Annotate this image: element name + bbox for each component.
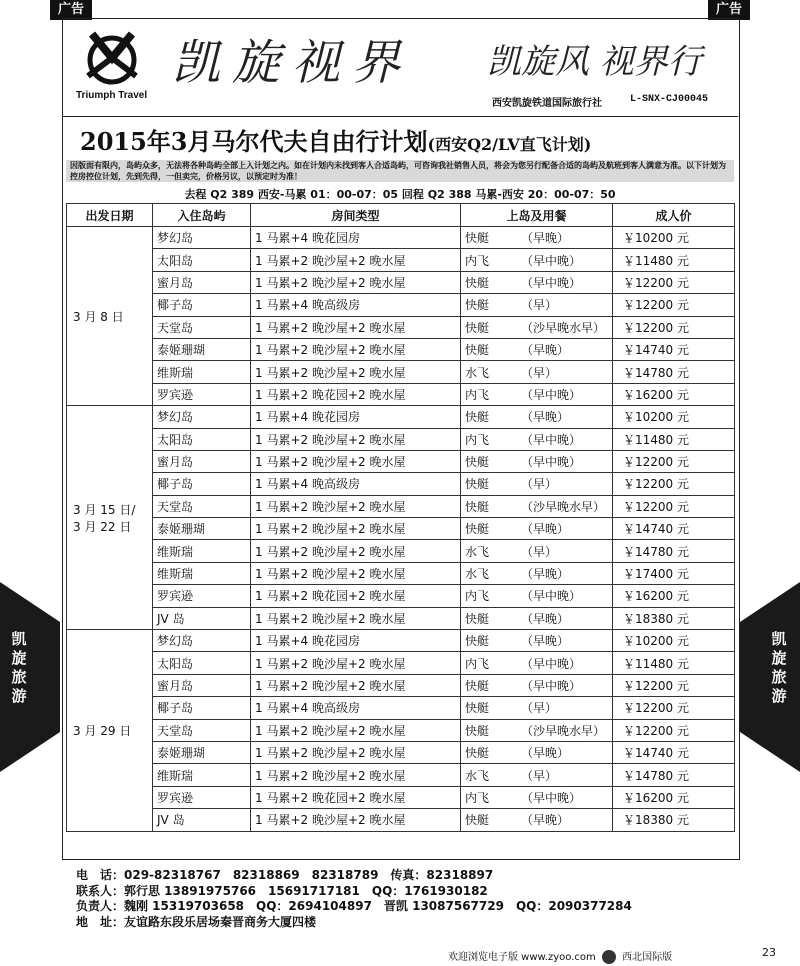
- transfer-mode: 快艇: [465, 813, 490, 828]
- transfer-meal: [461, 361, 613, 383]
- island-name: 罗宾逊: [153, 585, 251, 607]
- transfer-meal: [461, 495, 613, 517]
- room-type: 1 马累+2 晚沙屋+2 晚水屋: [251, 361, 461, 383]
- table-row: [67, 294, 735, 316]
- adult-price: ￥16200 元: [613, 786, 735, 808]
- transfer-mode: 快艇: [465, 231, 490, 246]
- transfer-meal: [461, 630, 613, 652]
- island-name: 梦幻岛: [153, 227, 251, 249]
- brand-calligraphy: 凯旋视界: [172, 35, 413, 91]
- transfer-mode: 内飞: [465, 432, 490, 447]
- table-row: [67, 450, 735, 472]
- contact-manager: 负责人：魏刚 15319703658 QQ：2694104897 晋凯 13087567729 QQ：2090377284: [76, 899, 632, 913]
- contact-address: 地 址：友谊路东段乐居场秦晋商务大厦四楼: [76, 914, 317, 929]
- transfer-meal: [461, 674, 613, 696]
- adult-price: ￥17400 元: [613, 562, 735, 584]
- meal-plan: （早）: [521, 768, 558, 783]
- transfer-mode: 快艇: [465, 477, 490, 492]
- transfer-meal: [461, 607, 613, 629]
- meal-plan: （早晚）: [521, 343, 570, 358]
- footer-logo-icon: [602, 950, 616, 964]
- island-name: 太阳岛: [153, 428, 251, 450]
- adult-price: ￥14740 元: [613, 338, 735, 360]
- transfer-mode: 快艇: [465, 611, 490, 626]
- transfer-meal: [461, 406, 613, 428]
- meal-plan: （早中晚）: [521, 656, 582, 671]
- transfer-meal: [461, 697, 613, 719]
- meal-plan: （早中晚）: [521, 790, 582, 805]
- adult-price: ￥18380 元: [613, 607, 735, 629]
- meal-plan: （早晚）: [521, 813, 570, 828]
- island-name: 梦幻岛: [153, 630, 251, 652]
- meal-plan: （早晚）: [521, 634, 570, 649]
- room-type: 1 马累+2 晚花园+2 晚水屋: [251, 585, 461, 607]
- room-type: 1 马累+2 晚沙屋+2 晚水屋: [251, 674, 461, 696]
- transfer-mode: 内飞: [465, 387, 490, 402]
- meal-plan: （早中晚）: [521, 387, 582, 402]
- room-type: 1 马累+2 晚沙屋+2 晚水屋: [251, 495, 461, 517]
- transfer-meal: [461, 585, 613, 607]
- transfer-mode: 内飞: [465, 790, 490, 805]
- meal-plan: （早中晚）: [521, 275, 582, 290]
- island-name: 维斯瑞: [153, 361, 251, 383]
- transfer-meal: [461, 383, 613, 405]
- room-type: 1 马累+2 晚沙屋+2 晚水屋: [251, 607, 461, 629]
- departure-date: 3 月 8 日: [67, 227, 153, 406]
- adult-price: ￥12200 元: [613, 316, 735, 338]
- table-row: [67, 316, 735, 338]
- room-type: 1 马累+2 晚沙屋+2 晚水屋: [251, 249, 461, 271]
- adult-price: ￥11480 元: [613, 428, 735, 450]
- meal-plan: （早中晚）: [521, 455, 582, 470]
- itinerary-table: [66, 203, 735, 832]
- transfer-meal: [461, 719, 613, 741]
- meal-plan: （早晚）: [521, 567, 570, 582]
- transfer-mode: 快艇: [465, 746, 490, 761]
- footer-text: 欢迎浏览电子版 www.zyoo.com: [448, 952, 596, 963]
- title-main: 2015年3月马尔代夫自由行计划: [80, 127, 428, 156]
- transfer-mode: 快艇: [465, 320, 490, 335]
- transfer-meal: [461, 652, 613, 674]
- island-name: 天堂岛: [153, 719, 251, 741]
- adult-price: ￥12200 元: [613, 674, 735, 696]
- adult-price: ￥18380 元: [613, 809, 735, 831]
- island-name: 太阳岛: [153, 652, 251, 674]
- room-type: 1 马累+2 晚沙屋+2 晚水屋: [251, 338, 461, 360]
- adult-price: ￥16200 元: [613, 585, 735, 607]
- table-row: [67, 406, 735, 428]
- transfer-mode: 快艇: [465, 298, 490, 313]
- table-row: [67, 697, 735, 719]
- triumph-logo-icon: [82, 30, 142, 86]
- transfer-meal: [461, 764, 613, 786]
- transfer-mode: 快艇: [465, 410, 490, 425]
- meal-plan: （早）: [521, 701, 558, 716]
- room-type: 1 马累+4 晚高级房: [251, 473, 461, 495]
- meal-plan: （早中晚）: [521, 679, 582, 693]
- transfer-meal: [461, 518, 613, 540]
- transfer-mode: 快艇: [465, 455, 490, 470]
- room-type: 1 马累+2 晚沙屋+2 晚水屋: [251, 809, 461, 831]
- flight-info: 去程 Q2 389 西安-马累 01：00-07：05 回程 Q2 388 马累-西安 20：00-07：50: [184, 188, 616, 201]
- room-type: 1 马累+2 晚沙屋+2 晚水屋: [251, 450, 461, 472]
- meal-plan: （早晚）: [521, 231, 570, 246]
- transfer-meal: [461, 227, 613, 249]
- transfer-mode: 内飞: [465, 589, 490, 604]
- room-type: 1 马累+4 晚高级房: [251, 697, 461, 719]
- island-name: 椰子岛: [153, 294, 251, 316]
- table-row: [67, 428, 735, 450]
- room-type: 1 马累+4 晚花园房: [251, 406, 461, 428]
- table-row: [67, 652, 735, 674]
- table-row: [67, 338, 735, 360]
- island-name: JV 岛: [153, 809, 251, 831]
- table-row: [67, 719, 735, 741]
- page-number: 23: [762, 946, 776, 959]
- island-name: 天堂岛: [153, 316, 251, 338]
- room-type: 1 马累+2 晚沙屋+2 晚水屋: [251, 540, 461, 562]
- departure-date: 3 月 15 日/ 3 月 22 日: [67, 406, 153, 630]
- transfer-mode: 快艇: [465, 343, 490, 358]
- island-name: 维斯瑞: [153, 540, 251, 562]
- transfer-mode: 快艇: [465, 701, 490, 716]
- table-row: [67, 607, 735, 629]
- meal-plan: （沙早晚水早）: [521, 723, 606, 738]
- table-body: [67, 227, 735, 832]
- transfer-meal: [461, 249, 613, 271]
- adult-price: ￥16200 元: [613, 383, 735, 405]
- transfer-mode: 快艇: [465, 679, 490, 693]
- room-type: 1 马累+2 晚沙屋+2 晚水屋: [251, 719, 461, 741]
- adult-price: ￥10200 元: [613, 227, 735, 249]
- page-title: [80, 122, 591, 157]
- transfer-meal: [461, 338, 613, 360]
- transfer-meal: [461, 271, 613, 293]
- adult-price: ￥12200 元: [613, 495, 735, 517]
- transfer-mode: 内飞: [465, 656, 490, 671]
- meal-plan: （早晚）: [521, 522, 570, 537]
- table-row: [67, 585, 735, 607]
- adult-price: ￥10200 元: [613, 406, 735, 428]
- adult-price: ￥12200 元: [613, 294, 735, 316]
- room-type: 1 马累+4 晚高级房: [251, 294, 461, 316]
- room-type: 1 马累+2 晚沙屋+2 晚水屋: [251, 518, 461, 540]
- header-island: 入住岛屿: [153, 204, 251, 227]
- transfer-mode: 快艇: [465, 499, 490, 514]
- table-row: [67, 764, 735, 786]
- island-name: 泰姬珊瑚: [153, 741, 251, 763]
- table-row: [67, 361, 735, 383]
- room-type: 1 马累+2 晚沙屋+2 晚水屋: [251, 652, 461, 674]
- transfer-meal: [461, 473, 613, 495]
- transfer-mode: 快艇: [465, 634, 490, 649]
- transfer-meal: [461, 316, 613, 338]
- transfer-mode: 水飞: [465, 365, 490, 380]
- table-row: [67, 271, 735, 293]
- header-transfer-meal: 上岛及用餐: [461, 204, 613, 227]
- room-type: 1 马累+2 晚沙屋+2 晚水屋: [251, 428, 461, 450]
- transfer-meal: [461, 294, 613, 316]
- contact-person: 联系人：郭行思 13891975766 15691717181 QQ：1761930182: [76, 883, 488, 898]
- transfer-mode: 水飞: [465, 567, 490, 582]
- adult-price: ￥11480 元: [613, 652, 735, 674]
- island-name: 天堂岛: [153, 495, 251, 517]
- header-date: 出发日期: [67, 204, 153, 227]
- departure-date: 3 月 29 日: [67, 630, 153, 832]
- table-row: [67, 786, 735, 808]
- meal-plan: （早）: [521, 298, 558, 313]
- ad-label-left: 广告: [50, 0, 92, 20]
- brand-slogan: 凯旋风 视界行: [487, 42, 702, 82]
- license-number: L-SNX-CJ00045: [630, 94, 709, 105]
- meal-plan: （早晚）: [521, 611, 570, 626]
- transfer-meal: [461, 786, 613, 808]
- adult-price: ￥14780 元: [613, 540, 735, 562]
- agency-name: 西安凯旋铁道国际旅行社: [492, 98, 602, 109]
- transfer-mode: 快艇: [465, 275, 490, 290]
- adult-price: ￥11480 元: [613, 249, 735, 271]
- island-name: 蜜月岛: [153, 674, 251, 696]
- contact-block: [76, 868, 632, 930]
- header-room: 房间类型: [251, 204, 461, 227]
- island-name: 泰姬珊瑚: [153, 338, 251, 360]
- table-row: [67, 809, 735, 831]
- adult-price: ￥12200 元: [613, 719, 735, 741]
- transfer-meal: [461, 809, 613, 831]
- adult-price: ￥14780 元: [613, 361, 735, 383]
- island-name: 太阳岛: [153, 249, 251, 271]
- island-name: 梦幻岛: [153, 406, 251, 428]
- transfer-meal: [461, 428, 613, 450]
- meal-plan: （沙早晚水早）: [521, 499, 606, 514]
- meal-plan: （早）: [521, 544, 558, 559]
- table-row: [67, 562, 735, 584]
- adult-price: ￥12200 元: [613, 271, 735, 293]
- island-name: 维斯瑞: [153, 562, 251, 584]
- island-name: 维斯瑞: [153, 764, 251, 786]
- room-type: 1 马累+4 晚花园房: [251, 227, 461, 249]
- room-type: 1 马累+2 晚沙屋+2 晚水屋: [251, 271, 461, 293]
- adult-price: ￥14740 元: [613, 518, 735, 540]
- transfer-mode: 快艇: [465, 723, 490, 738]
- header-price: 成人价: [613, 204, 735, 227]
- brand-english: Triumph Travel: [76, 90, 148, 101]
- ad-label-right: 广告: [708, 0, 750, 20]
- meal-plan: （早中晚）: [521, 253, 582, 268]
- table-row: [67, 473, 735, 495]
- table-row: [67, 540, 735, 562]
- room-type: 1 马累+2 晚沙屋+2 晚水屋: [251, 562, 461, 584]
- room-type: 1 马累+2 晚花园+2 晚水屋: [251, 786, 461, 808]
- transfer-mode: 快艇: [465, 522, 490, 537]
- island-name: JV 岛: [153, 607, 251, 629]
- meal-plan: （沙早晚水早）: [521, 320, 606, 335]
- island-name: 椰子岛: [153, 473, 251, 495]
- side-label-right: 凯旋旅游: [771, 630, 787, 705]
- table-row: [67, 630, 735, 652]
- adult-price: ￥12200 元: [613, 473, 735, 495]
- transfer-meal: [461, 562, 613, 584]
- room-type: 1 马累+2 晚沙屋+2 晚水屋: [251, 316, 461, 338]
- room-type: 1 马累+4 晚花园房: [251, 630, 461, 652]
- transfer-meal: [461, 540, 613, 562]
- table-row: [67, 227, 735, 249]
- island-name: 蜜月岛: [153, 271, 251, 293]
- room-type: 1 马累+2 晚花园+2 晚水屋: [251, 383, 461, 405]
- adult-price: ￥10200 元: [613, 630, 735, 652]
- footer: [448, 948, 672, 964]
- table-row: [67, 383, 735, 405]
- table-row: [67, 674, 735, 696]
- island-name: 罗宾逊: [153, 786, 251, 808]
- room-type: 1 马累+2 晚沙屋+2 晚水屋: [251, 741, 461, 763]
- transfer-mode: 内飞: [465, 253, 490, 268]
- adult-price: ￥14740 元: [613, 741, 735, 763]
- meal-plan: （早）: [521, 477, 558, 492]
- meal-plan: （早）: [521, 365, 558, 380]
- footer-edition: 西北国际版: [622, 952, 673, 963]
- table-row: [67, 495, 735, 517]
- table-row: [67, 249, 735, 271]
- adult-price: ￥12200 元: [613, 450, 735, 472]
- meal-plan: （早晚）: [521, 746, 570, 761]
- island-name: 罗宾逊: [153, 383, 251, 405]
- table-header-row: [67, 204, 735, 227]
- island-name: 泰姬珊瑚: [153, 518, 251, 540]
- adult-price: ￥12200 元: [613, 697, 735, 719]
- side-label-left: 凯旋旅游: [11, 630, 27, 705]
- contact-phone: 电 话：029-82318767 82318869 82318789 传真：82318897: [76, 868, 494, 882]
- island-name: 椰子岛: [153, 697, 251, 719]
- island-name: 蜜月岛: [153, 450, 251, 472]
- transfer-meal: [461, 741, 613, 763]
- table-row: [67, 518, 735, 540]
- table-row: [67, 741, 735, 763]
- transfer-mode: 水飞: [465, 544, 490, 559]
- room-type: 1 马累+2 晚沙屋+2 晚水屋: [251, 764, 461, 786]
- transfer-meal: [461, 450, 613, 472]
- transfer-mode: 水飞: [465, 768, 490, 783]
- notice-banner: 因版面有限内，岛屿众多，无法将各种岛屿全部上入计划之内。如在计划内未找到客人合适岛屿，可咨询我社销售人员，将会为您另行配备合适的岛屿及航班到客人满意为准。以下计划为控房控位计划，先到先得，一但卖完，价格另议，以预定时为准！: [66, 160, 734, 182]
- title-sub: (西安Q2/LV直飞计划): [427, 135, 592, 154]
- meal-plan: （早中晚）: [521, 589, 582, 604]
- meal-plan: （早晚）: [521, 410, 570, 425]
- brand-header: [62, 18, 738, 117]
- adult-price: ￥14780 元: [613, 764, 735, 786]
- meal-plan: （早中晚）: [521, 432, 582, 447]
